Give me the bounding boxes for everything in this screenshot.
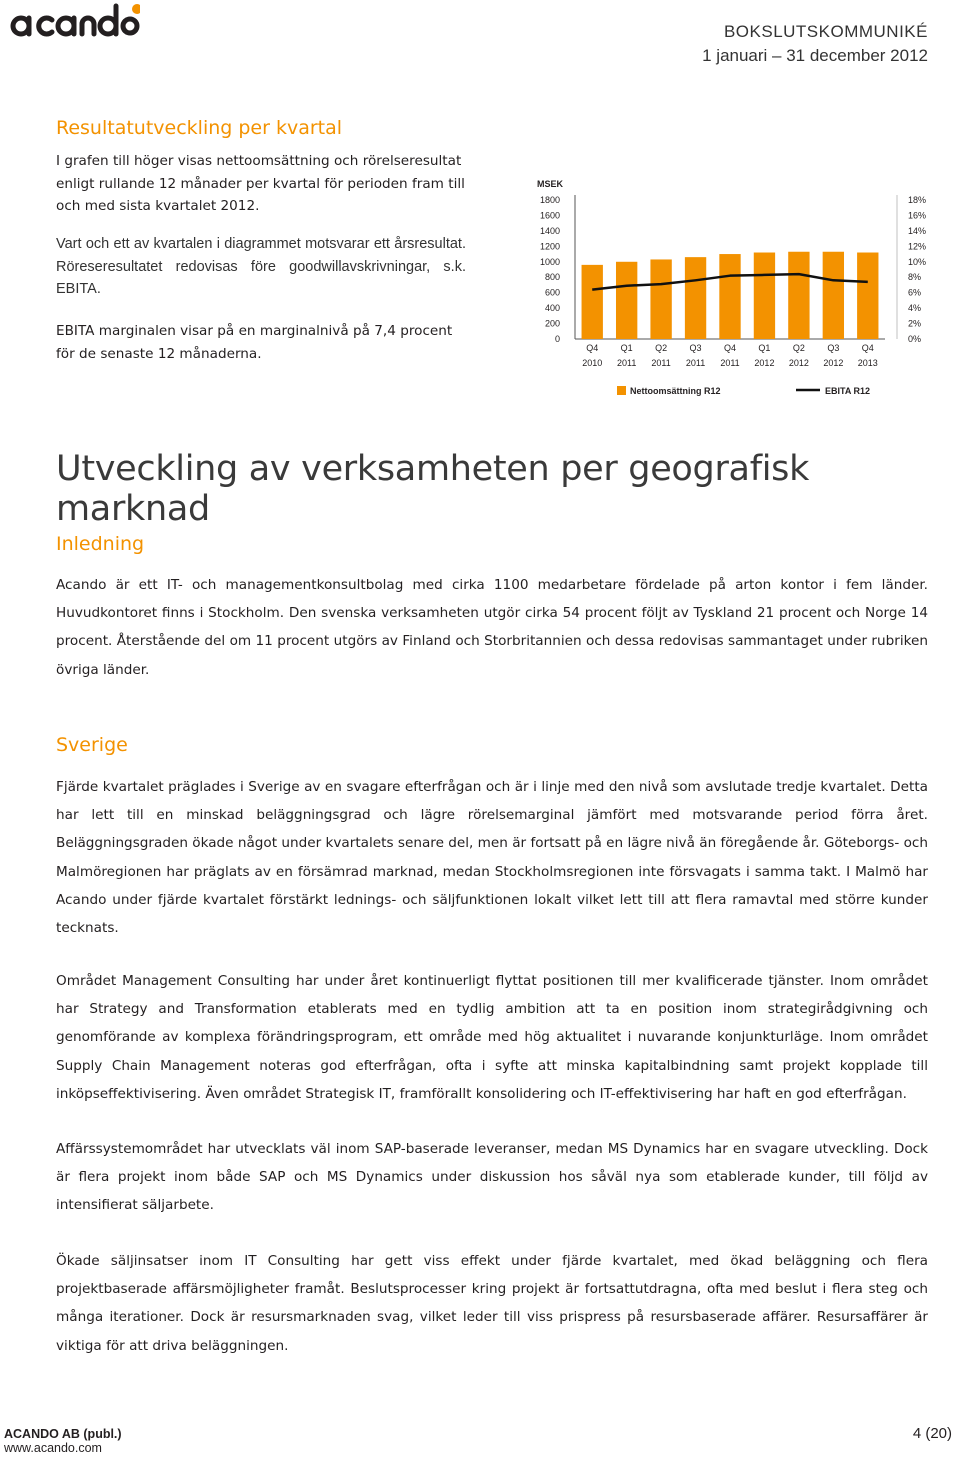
x-tick-year: 2012 <box>754 358 775 368</box>
y-tick-label: 1600 <box>539 210 560 221</box>
y-tick-label: 800 <box>544 272 560 283</box>
x-tick-year: 2011 <box>720 358 740 368</box>
y-tick-label: 0 <box>554 334 560 344</box>
y2-tick-label: 4% <box>908 303 922 314</box>
acando-logo <box>8 2 140 40</box>
section-title-geografisk: Utveckling av verksamheten per geografisk marknad <box>56 449 810 529</box>
y2-tick-label: 0% <box>908 334 922 344</box>
y2-tick-label: 16% <box>908 210 927 221</box>
x-tick-quarter: Q3 <box>827 343 840 353</box>
footer-website: www.acando.com <box>4 1441 102 1455</box>
bar-nettoomsattning <box>823 252 844 339</box>
results-paragraph-1: I grafen till höger visas nettoomsättning och rörelseresultat enligt rullande 12 månader per kvartal för perioden fram till och med sista kvartalet 2012. <box>56 153 465 214</box>
x-tick-year: 2011 <box>685 358 706 368</box>
bar-nettoomsattning <box>788 252 809 339</box>
heading-inledning: Inledning <box>56 533 145 555</box>
y-tick-label: 1000 <box>539 256 560 267</box>
x-tick-year: 2011 <box>616 358 637 368</box>
x-tick-year: 2013 <box>857 358 878 368</box>
x-tick-quarter: Q1 <box>620 343 633 353</box>
bar-nettoomsattning <box>582 265 603 339</box>
bar-nettoomsattning <box>857 253 878 339</box>
y-tick-label: 1200 <box>539 241 560 252</box>
page-number: 4 (20) <box>912 1425 952 1442</box>
section-heading-results: Resultatutveckling per kvartal <box>56 117 343 139</box>
y-tick-label: 400 <box>544 303 560 314</box>
footer-left <box>4 1427 122 1455</box>
y-tick-label: 1400 <box>539 225 560 236</box>
x-tick-quarter: Q4 <box>723 343 737 353</box>
inledning-text: Acando är ett IT- och managementkonsultbolag med cirka 1100 medarbetare fördelade på arton kontor i fem länder. Huvudkontoret finns i Stockholm. Den svenska verksamheten utgör cirka 54 procent följt av Tyskland 21 procent och Norge 14 procent. Återstående del om 11 procent utgörs av Finland och Storbritannien och dessa redovisas sammantaget under rubriken övriga länder. <box>56 577 928 678</box>
x-tick-quarter: Q4 <box>586 343 599 353</box>
heading-sverige: Sverige <box>56 734 128 756</box>
bar-nettoomsattning <box>754 253 775 339</box>
y-tick-label: 600 <box>544 287 560 298</box>
sverige-paragraph-3: Affärssystemområdet har utvecklats väl inom SAP-baserade leveranser, medan MS Dynamics har en svagare utveckling. Dock är flera projekt inom både SAP och MS Dynamics under diskussion hos såväl nya som etablerade kunder, till följd av intensifierat säljarbete. <box>56 1141 928 1214</box>
x-tick-year: 2011 <box>651 358 671 368</box>
y2-tick-label: 10% <box>908 256 927 267</box>
sverige-paragraph-2: Området Management Consulting har under året kontinuerligt flyttat positionen till mer kvalificerade tjänster. Inom området har Strategy and Transformation etablerats med en tydlig ambition att ta en position inom strategirådgivning och genomförande av komplexa förändringsprogram, ett område med hög aktualitet i nuvarande konjunkturläge. Inom området Supply Chain Management noteras god efterfrågan, ofta i syfte att minska kapitalbindning samt projekt kopplade till inköpseffektivisering. Även området Strategisk IT, framförallt konsolidering och IT-effektivisering har haft en god efterfrågan. <box>56 973 928 1102</box>
y-tick-label: 1800 <box>539 195 560 205</box>
x-tick-quarter: Q4 <box>861 343 874 353</box>
report-title: BOKSLUTSKOMMUNIKÉ <box>723 22 928 41</box>
legend-label-ebita: EBITA R12 <box>825 386 871 396</box>
y2-tick-label: 8% <box>908 272 922 283</box>
x-tick-quarter: Q3 <box>689 343 702 353</box>
report-period: 1 januari – 31 december 2012 <box>702 46 928 65</box>
x-tick-year: 2010 <box>582 358 603 368</box>
results-paragraph-3: EBITA marginalen visar på en marginalnivå på 7,4 procent för de senaste 12 månaderna. <box>56 323 453 362</box>
sverige-paragraph-1: Fjärde kvartalet präglades i Sverige av en svagare efterfrågan och är i linje med den nivå som avslutade tredje kvartalet. Detta har lett till en minskad beläggningsgrad och lägre rörelsemarginal jämfört med motsvarande period förra året. Beläggningsgraden ökade något under kvartalets senare del, men är fortsatt på en lägre nivå än föregående år. Göteborgs- och Malmöregionen har präglats av en försämrad marknad, medan Stockholmsregionen inte försvagats i samma takt. I Malmö har Acando under fjärde kvartalet förstärkt lednings- och säljfunktionen lokalt vilket lett till att flera ramavtal med större kunder tecknats. <box>56 779 929 937</box>
footer-company: ACANDO AB (publ.) <box>4 1427 122 1441</box>
x-tick-quarter: Q2 <box>655 343 668 353</box>
y-axis-label: MSEK <box>537 179 564 189</box>
x-tick-year: 2012 <box>788 358 809 368</box>
y2-tick-label: 2% <box>908 318 922 329</box>
header-right <box>702 22 928 66</box>
revenue-ebita-chart <box>520 170 940 402</box>
y2-tick-label: 6% <box>908 287 922 298</box>
sverige-paragraph-4: Ökade säljinsatser inom IT Consulting har gett viss effekt under fjärde kvartalet, med ökad beläggning och flera projektbaserade affärsmöjligheter framåt. Beslutsprocesser kring projekt är fortsattutdragna, ofta med beslut i flera steg och många iterationer. Dock är resursmarknaden svag, vilket leder till viss prispress på resursbaserade affärer. Resursaffärer är viktiga för att driva beläggningen. <box>56 1253 928 1354</box>
y2-tick-label: 12% <box>908 241 927 252</box>
x-tick-quarter: Q2 <box>792 343 805 353</box>
bar-nettoomsattning <box>719 254 740 339</box>
bar-nettoomsattning <box>650 259 671 339</box>
x-tick-year: 2012 <box>823 358 844 368</box>
bar-nettoomsattning <box>685 257 706 339</box>
results-paragraph-2: Vart och ett av kvartalen i diagrammet motsvarar ett årsresultat. Röreseresultatet redovisas före goodwillavskrivningar, s.k. EBITA. <box>56 236 466 297</box>
legend-label-nettoomsattning: Nettoomsättning R12 <box>630 386 721 396</box>
y-tick-label: 200 <box>544 318 560 329</box>
y2-tick-label: 14% <box>908 225 927 236</box>
y2-tick-label: 18% <box>908 195 927 205</box>
bar-nettoomsattning <box>616 262 637 339</box>
x-tick-quarter: Q1 <box>758 343 771 353</box>
legend-swatch-nettoomsattning <box>617 386 626 395</box>
